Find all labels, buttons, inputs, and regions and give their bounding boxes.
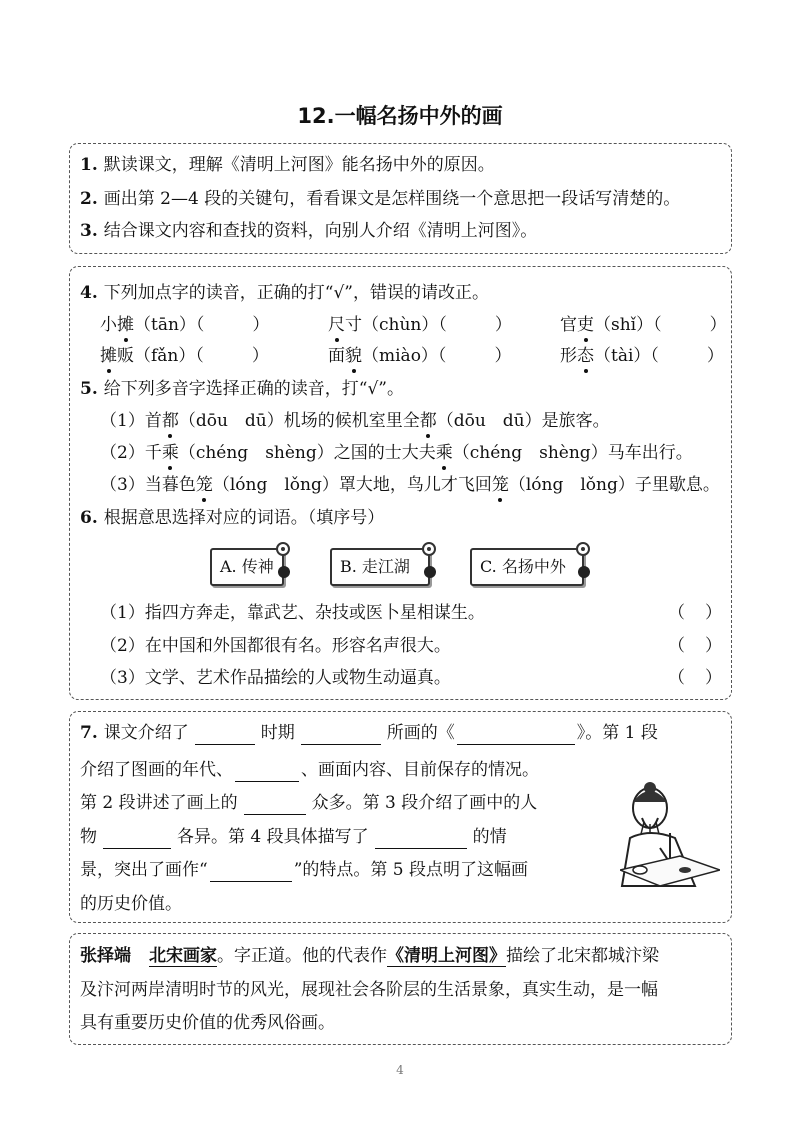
q5-line-3: （3）当暮色笼（lóng lǒng）罩大地，鸟儿才飞回笼（lóng lǒng）子里歇息。 [100,475,720,495]
option-card-c: C. 名扬中外 [470,548,584,586]
q4-item: 尺寸（chùn）（ ） [328,315,512,335]
page-title: 12.一幅名扬中外的画 [297,104,503,128]
q7-line-3: 第 2 段讲述了画上的 众多。第 3 段介绍了画中的人 [80,793,538,813]
question-6: 6. 根据意思选择对应的词语。（填序号） [80,508,385,528]
question-1: 1. 默读课文，理解《清明上河图》能名扬中外的原因。 [80,155,495,175]
q6-item: （3）文学、艺术作品描绘的人或物生动逼真。 [100,668,451,688]
q5-line-2: （2）千乘（chéng shèng）之国的士大夫乘（chéng shèng）马车出行。 [100,443,693,463]
q7-line-5: 景，突出了画作“ ”的特点。第 5 段点明了这幅画 [80,860,529,880]
q7-line-1: 7. 课文介绍了 时期 所画的《 》。第 1 段 [80,723,658,743]
question-4: 4. 下列加点字的读音，正确的打“√”，错误的请改正。 [80,283,489,303]
note-line-1: 张择端 北宋画家。字正道。他的代表作《清明上河图》描绘了北宋都城汴梁 [80,946,659,966]
option-card-a: A. 传神 [210,548,284,586]
q4-item: 面貌（miào）（ ） [328,346,512,366]
question-2: 2. 画出第 2—4 段的关键句，看看课文是怎样围绕一个意思把一段话写清楚的。 [80,189,681,209]
q4-item: 形态（tài）（ ） [560,346,724,366]
q6-answer-paren: （ ） [668,668,722,688]
q7-line-2: 介绍了图画的年代、 、画面内容、目前保存的情况。 [80,760,539,780]
q7-line-6: 的历史价值。 [80,894,182,914]
question-5: 5. 给下列多音字选择正确的读音，打“√”。 [80,379,404,399]
question-3: 3. 结合课文内容和查找的资料，向别人介绍《清明上河图》。 [80,221,538,241]
q7-line-4: 物 各异。第 4 段具体描写了 的情 [80,827,507,847]
q4-item: 摊贩（fǎn）（ ） [100,346,269,366]
note-line-2: 及汴河两岸清明时节的风光，展现社会各阶层的生活景象，真实生动，是一幅 [80,980,658,1000]
q6-answer-paren: （ ） [668,636,722,656]
painter-illustration [620,778,720,888]
page-number: 4 [396,1063,404,1077]
q5-line-1: （1）首都（dōu dū）机场的候机室里全都（dōu dū）是旅客。 [100,411,610,431]
q6-answer-paren: （ ） [668,603,722,623]
q6-item: （1）指四方奔走，靠武艺、杂技或医卜星相谋生。 [100,603,485,623]
option-card-b: B. 走江湖 [330,548,430,586]
q6-item: （2）在中国和外国都很有名。形容名声很大。 [100,636,451,656]
q4-item: 官吏（shǐ）（ ） [560,315,727,335]
q4-item: 小摊（tān）（ ） [100,315,270,335]
note-line-3: 具有重要历史价值的优秀风俗画。 [80,1013,335,1033]
